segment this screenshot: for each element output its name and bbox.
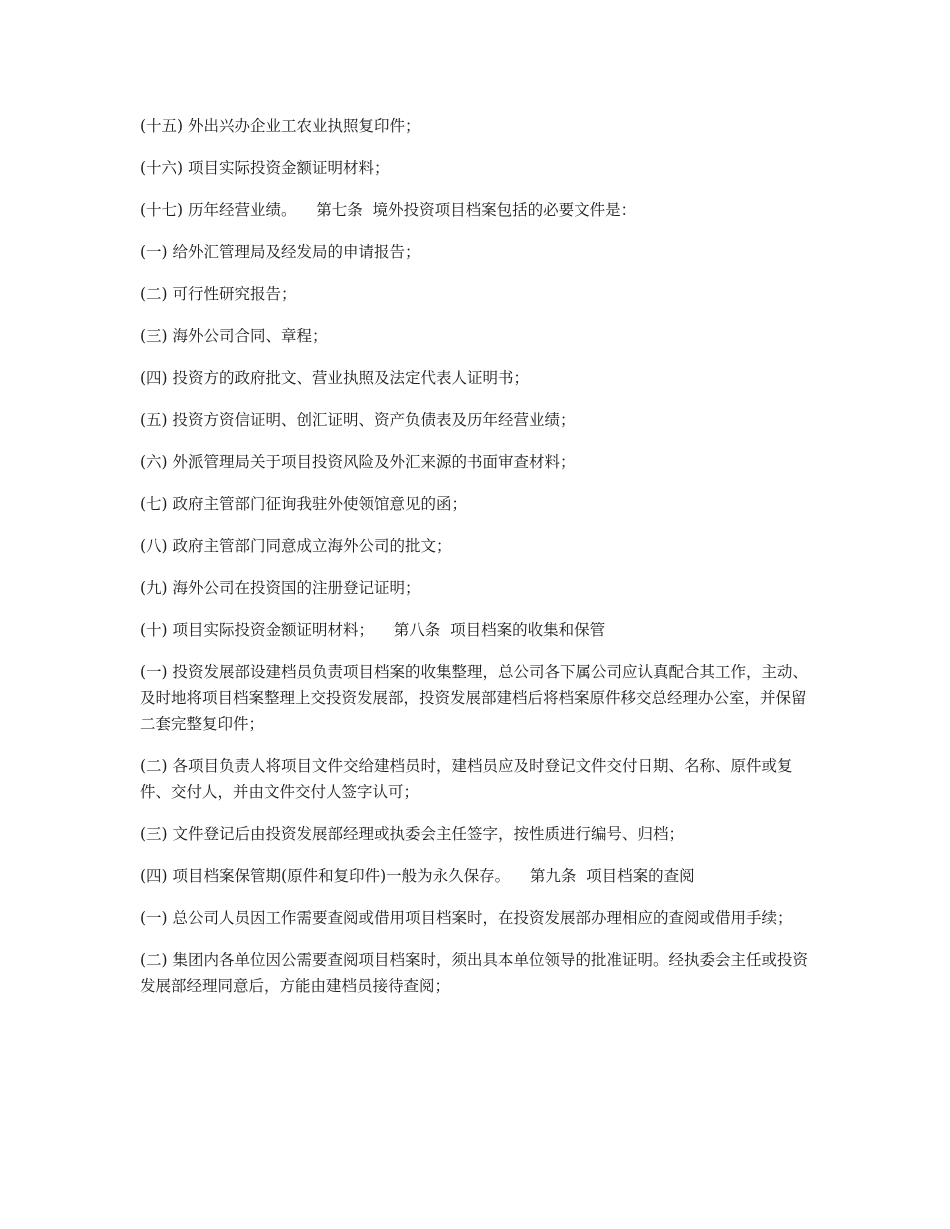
article7-item-10: (十) 项目实际投资金额证明材料； 第八条 项目档案的收集和保管 xyxy=(140,621,606,639)
article7-item-3: (三) 海外公司合同、章程； xyxy=(140,327,328,345)
paragraph-16: (十六) 项目实际投资金额证明材料； xyxy=(140,159,390,177)
article8-item-3: (三) 文件登记后由投资发展部经理或执委会主任签字，按性质进行编号、归档； xyxy=(140,825,685,843)
paragraph-15: (十五) 外出兴办企业工农业执照复印件； xyxy=(140,117,421,135)
article8-item-1: (一) 投资发展部设建档员负责项目档案的收集整理，总公司各下属公司应认真配合其工作，主动、及时地将项目档案整理上交投资发展部，投资发展部建档后将档案原件移交总经理办公室，并保留二套完整复印件； xyxy=(140,663,809,733)
article9-item-2: (二) 集团内各单位因公需要查阅项目档案时，须出具本单位领导的批准证明。经执委会主任或投资发展部经理同意后，方能由建档员接待查阅； xyxy=(140,951,809,995)
article7-item-9: (九) 海外公司在投资国的注册登记证明； xyxy=(140,579,421,597)
article8-item-2: (二) 各项目负责人将项目文件交给建档员时，建档员应及时登记文件交付日期、名称、原件或复件、交付人，并由文件交付人签字认可； xyxy=(140,757,793,801)
article7-item-1: (一) 给外汇管理局及经发局的申请报告； xyxy=(140,243,421,261)
article7-item-6: (六) 外派管理局关于项目投资风险及外汇来源的书面审查材料； xyxy=(140,453,576,471)
document-body xyxy=(140,113,812,1015)
article9-item-1: (一) 总公司人员因工作需要查阅或借用项目档案时，在投资发展部办理相应的查阅或借用手续； xyxy=(140,909,793,927)
article7-item-2: (二) 可行性研究报告； xyxy=(140,285,297,303)
article8-item-4: (四) 项目档案保管期(原件和复印件)一般为永久保存。 第九条 项目档案的查阅 xyxy=(140,867,695,885)
article7-item-4: (四) 投资方的政府批文、营业执照及法定代表人证明书； xyxy=(140,369,530,387)
article7-item-8: (八) 政府主管部门同意成立海外公司的批文； xyxy=(140,537,452,555)
article7-item-5: (五) 投资方资信证明、创汇证明、资产负债表及历年经营业绩； xyxy=(140,411,576,429)
paragraph-17: (十七) 历年经营业绩。 第七条 境外投资项目档案包括的必要文件是： xyxy=(140,201,637,219)
article7-item-7: (七) 政府主管部门征询我驻外使领馆意见的函； xyxy=(140,495,468,513)
